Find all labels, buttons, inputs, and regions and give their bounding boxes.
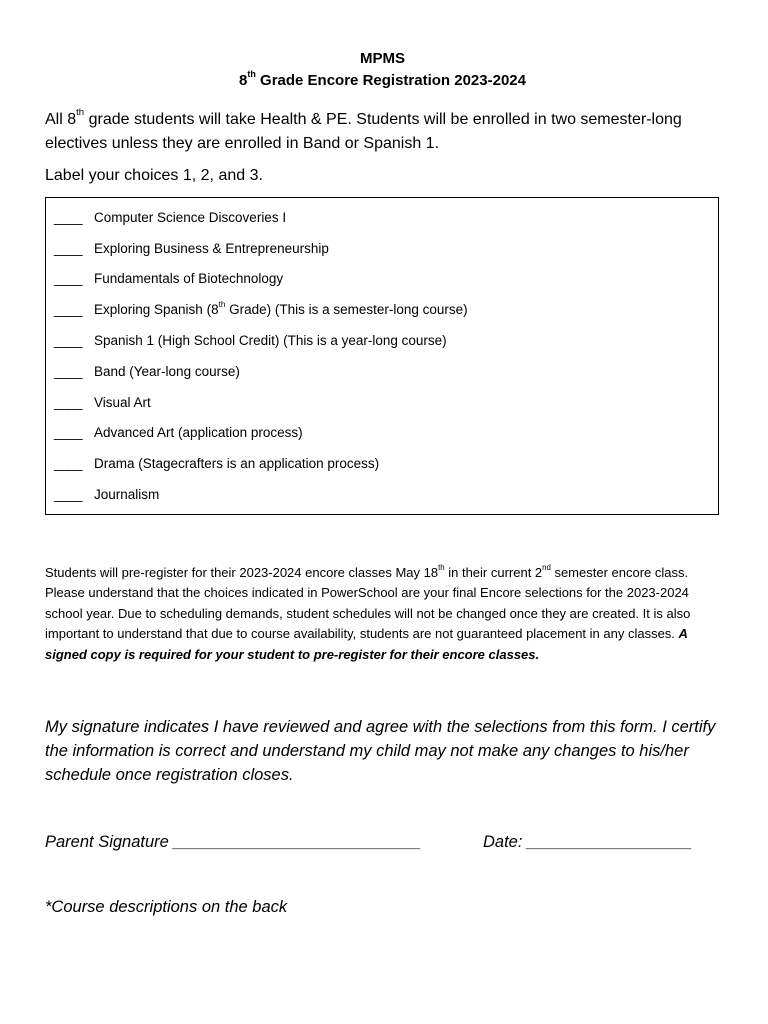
choice-blank[interactable]: ____ <box>54 271 83 287</box>
intro-sup: th <box>76 107 85 119</box>
choice-row[interactable] <box>54 233 710 264</box>
notice-text-2: in their current 2 <box>444 564 543 580</box>
form-header <box>45 48 720 92</box>
choice-label <box>94 299 468 318</box>
choice-row[interactable] <box>54 264 710 295</box>
footnote: *Course descriptions on the back <box>45 898 288 917</box>
choice-label: Drama (Stagecrafters is an application process) <box>94 456 380 472</box>
notice-text-1: Students will pre-register for their 2023-2024 encore classes May 18 <box>45 564 439 580</box>
signature-row <box>45 833 720 852</box>
choice-row[interactable] <box>54 294 710 325</box>
notice-text-3: semester encore class. Please understand that the choices indicated in PowerSchool are your final Encore selections for the 2023-2024 school year. Due to scheduling demands, student schedules will not be changed once they are created. It is also important to understand that due to course availability, students are not guaranteed placement in any classes. <box>45 564 691 642</box>
intro-text-2: grade students will take Health & PE. Students will be enrolled in two semester-long electives unless they are enrolled in Band or Spanish 1. <box>45 111 682 152</box>
choice-label: Visual Art <box>94 394 151 410</box>
date-field[interactable]: Date: __________________ <box>483 833 693 852</box>
choice-row[interactable] <box>54 356 710 387</box>
parent-signature-field[interactable]: Parent Signature ___________________________ <box>45 833 422 852</box>
choice-label: Journalism <box>94 487 160 503</box>
choice-label: Advanced Art (application process) <box>94 425 303 441</box>
choice-blank[interactable]: ____ <box>54 394 83 410</box>
intro-text-1: All 8 <box>45 111 77 128</box>
choice-blank[interactable]: ____ <box>54 487 83 503</box>
choice-row[interactable] <box>54 202 710 233</box>
certification-statement: My signature indicates I have reviewed and agree with the selections from this form. I certify the information is correct and understand my child may not make any changes to his/her schedule once registration closes. <box>45 718 716 785</box>
choice-row[interactable] <box>54 325 710 356</box>
choice-label-rest: Grade) (This is a semester-long course) <box>225 302 468 318</box>
choice-blank[interactable]: ____ <box>54 456 83 472</box>
school-name: MPMS <box>360 50 405 67</box>
choice-label: Computer Science Discoveries I <box>94 209 287 225</box>
title-grade-sup: th <box>247 68 256 79</box>
notice-bold-requirement: A signed copy is required for your student to pre-register for their encore classes. <box>45 626 688 662</box>
choice-blank[interactable]: ____ <box>54 425 83 441</box>
instruction-text: Label your choices 1, 2, and 3. <box>45 167 263 184</box>
choice-blank[interactable]: ____ <box>54 209 83 225</box>
choice-label-text: Exploring Spanish (8 <box>94 302 219 318</box>
title-grade-number: 8 <box>239 72 248 89</box>
title-rest: Grade Encore Registration 2023-2024 <box>255 72 526 89</box>
choice-label: Fundamentals of Biotechnology <box>94 271 284 287</box>
choice-row[interactable] <box>54 479 710 510</box>
choice-blank[interactable]: ____ <box>54 333 83 349</box>
choice-label-sup: th <box>218 299 226 309</box>
notice-paragraph <box>45 563 720 666</box>
notice-sup-2: nd <box>542 562 551 572</box>
registration-form <box>45 48 720 917</box>
choice-blank[interactable]: ____ <box>54 240 83 256</box>
intro-paragraph <box>45 108 720 156</box>
notice-sup-1: th <box>438 562 445 572</box>
choices-box <box>45 197 719 515</box>
choice-label: Exploring Business & Entrepreneurship <box>94 240 329 256</box>
choice-row[interactable] <box>54 448 710 479</box>
choice-row[interactable] <box>54 387 710 418</box>
choice-blank[interactable]: ____ <box>54 363 83 379</box>
choice-label: Spanish 1 (High School Credit) (This is a year-long course) <box>94 333 447 349</box>
form-title <box>45 70 720 92</box>
choice-row[interactable] <box>54 418 710 449</box>
choice-blank[interactable]: ____ <box>54 302 83 318</box>
choice-label: Band (Year-long course) <box>94 363 240 379</box>
